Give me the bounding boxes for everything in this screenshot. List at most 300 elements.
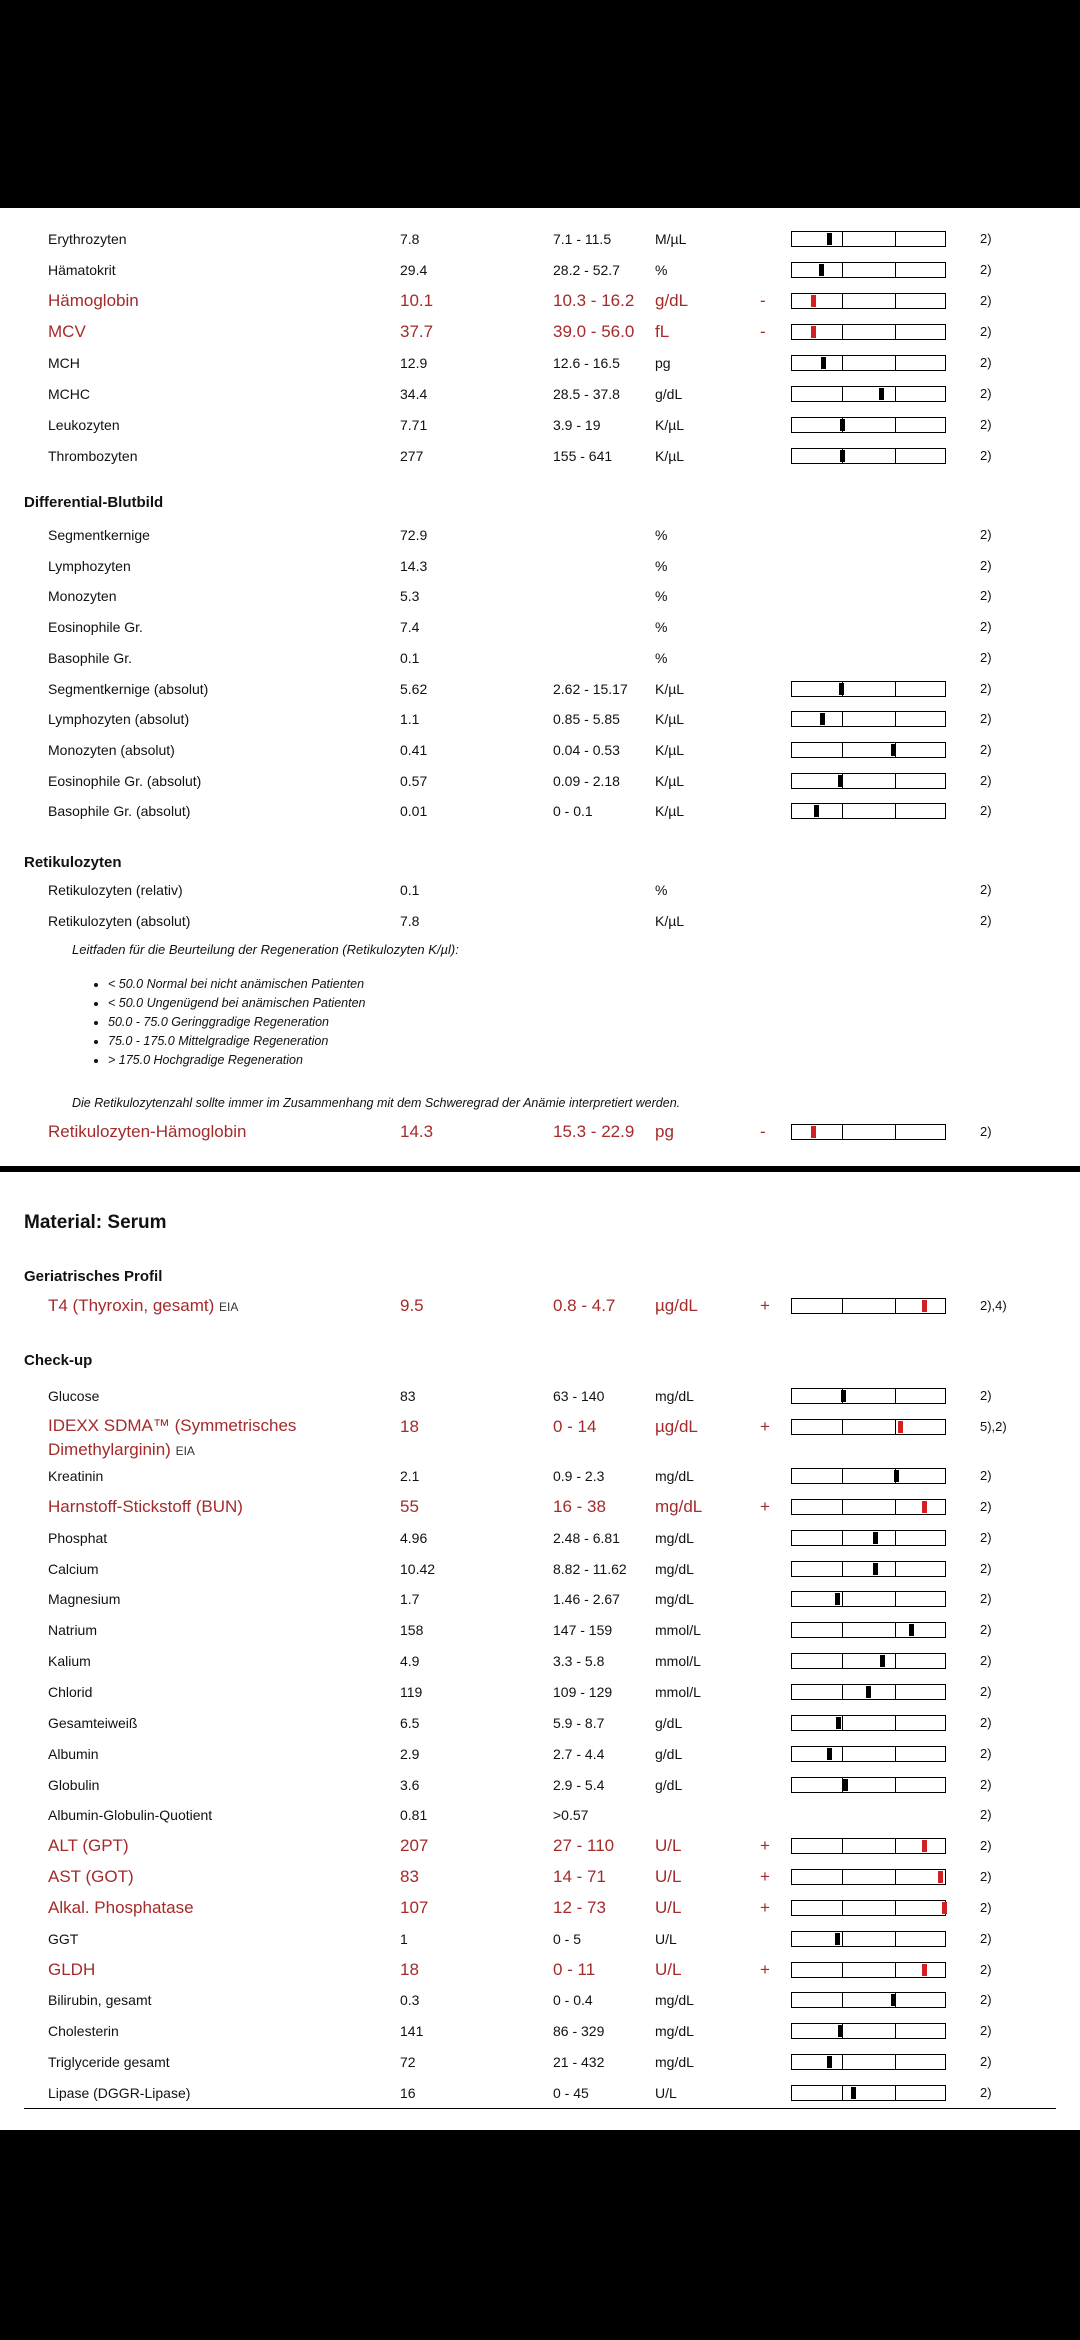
test-value: 29.4 (400, 262, 428, 278)
footnote-ref: 2) (980, 527, 992, 542)
range-tick (895, 1623, 896, 1637)
footnote-ref: 2) (980, 2085, 992, 2100)
test-name: MCHC (48, 386, 90, 402)
guide-item: • > 175.0 Hochgradige Regeneration (108, 1051, 459, 1070)
reference-range: 39.0 - 56.0 (553, 322, 635, 341)
test-value: 3.6 (400, 1776, 420, 1793)
test-value: 83 (400, 1388, 416, 1404)
test-value: 14.3 (400, 1122, 434, 1141)
test-value: 277 (400, 448, 424, 464)
range-tick (842, 1747, 843, 1761)
test-value: 6.5 (400, 1714, 420, 1731)
unit: % (655, 649, 668, 666)
unit: K/µL (655, 741, 685, 758)
footnote-ref: 2) (980, 1591, 992, 1607)
range-tick (895, 1839, 896, 1853)
result-row (0, 1647, 1080, 1675)
result-row (0, 2048, 1080, 2076)
range-tick (842, 1963, 843, 1977)
test-value: 7.71 (400, 417, 428, 433)
footnote-ref: 2) (980, 1622, 992, 1638)
unit: g/dL (655, 1776, 683, 1793)
test-name: GGT (48, 1930, 79, 1947)
result-row (0, 1863, 1080, 1891)
unit: K/µL (655, 803, 685, 820)
range-bar (791, 1419, 946, 1435)
footnote-ref: 2) (980, 913, 992, 928)
flag: - (760, 291, 766, 310)
footnote-ref: 2) (980, 293, 992, 308)
footnote-ref: 5),2) (980, 1419, 1007, 1434)
result-row (0, 2079, 1080, 2107)
test-name: Thrombozyten (48, 448, 138, 464)
footnote-ref: 2) (980, 1992, 992, 2008)
footnote-ref: 2) (980, 1683, 992, 1699)
range-tick (842, 2086, 843, 2100)
test-name: GLDH (48, 1959, 96, 1979)
range-tick (842, 1469, 843, 1483)
reference-range: 12.6 - 16.5 (553, 355, 620, 371)
unit: U/L (655, 1836, 682, 1856)
value-marker (938, 1871, 943, 1883)
test-name: Natrium (48, 1622, 98, 1639)
range-tick (895, 1747, 896, 1761)
result-row (0, 2017, 1080, 2045)
test-name: Eosinophile Gr. (absolut) (48, 772, 202, 789)
result-row (0, 1462, 1080, 1490)
footnote-ref: 2) (980, 588, 992, 604)
test-value: 7.4 (400, 619, 420, 636)
footnote-ref: 2),4) (980, 1298, 1007, 1313)
test-name: Albumin-Globulin-Quotient (48, 1807, 213, 1824)
footnote-ref: 2) (980, 262, 992, 277)
range-bar (791, 1715, 946, 1731)
value-marker (922, 1964, 927, 1976)
unit: mg/dL (655, 1496, 703, 1516)
result-row (0, 1801, 1080, 1829)
range-tick (895, 2024, 896, 2038)
footnote-ref: 2) (980, 1776, 992, 1792)
checkup-table (0, 1172, 1080, 2130)
footnote-ref: 2) (980, 1714, 992, 1730)
footnote-ref: 2) (980, 1869, 992, 1885)
test-name: Basophile Gr. (48, 649, 133, 666)
test-value: 2.1 (400, 1468, 420, 1484)
range-bar (791, 2023, 946, 2039)
result-row (0, 1493, 1080, 1521)
reference-range: 0.8 - 4.7 (553, 1296, 616, 1315)
range-bar (791, 1468, 946, 1484)
test-name: Hämatokrit (48, 262, 116, 278)
result-row (0, 1585, 1080, 1613)
range-bar (791, 1561, 946, 1577)
test-name: Erythrozyten (48, 231, 127, 247)
range-tick (842, 1839, 843, 1853)
section-title: Retikulozyten (24, 854, 122, 871)
result-row (0, 1524, 1080, 1552)
test-name: Cholesterin (48, 2023, 119, 2040)
footnote-ref: 2) (980, 619, 992, 635)
result-row (0, 1413, 1080, 1459)
unit: K/µL (655, 417, 685, 433)
reference-range: 3.3 - 5.8 (553, 1653, 605, 1670)
test-name: Calcium (48, 1560, 99, 1577)
reference-range: 0.04 - 0.53 (553, 741, 620, 758)
range-bar (791, 1388, 946, 1404)
test-value: 1 (400, 1930, 408, 1947)
test-name: Glucose (48, 1388, 100, 1404)
flag: + (760, 1867, 770, 1887)
test-value: 83 (400, 1867, 419, 1887)
unit: mg/dL (655, 1992, 694, 2009)
test-name: Albumin (48, 1745, 99, 1762)
range-tick (842, 1870, 843, 1884)
flag: + (760, 1296, 770, 1315)
unit: mmol/L (655, 1622, 701, 1639)
footnote-ref: 2) (980, 557, 992, 573)
footnote-ref: 2) (980, 448, 992, 463)
unit: K/µL (655, 772, 685, 789)
value-marker (922, 1840, 927, 1852)
test-name: Kreatinin (48, 1468, 104, 1484)
unit: K/µL (655, 913, 685, 929)
range-tick (895, 1654, 896, 1668)
guide-item: • 75.0 - 175.0 Mittelgradige Regeneration (108, 1032, 459, 1051)
range-tick (895, 1500, 896, 1514)
unit: pg (655, 355, 671, 371)
test-name: Basophile Gr. (absolut) (48, 803, 191, 820)
range-tick (895, 1531, 896, 1545)
reference-range: 0.9 - 2.3 (553, 1468, 605, 1484)
test-value: 7.8 (400, 231, 420, 247)
reticulocyte-hemoglobin (0, 208, 1080, 1166)
unit: g/dL (655, 1714, 683, 1731)
value-marker (894, 1470, 899, 1482)
test-value: 0.01 (400, 803, 428, 820)
test-name (48, 1416, 296, 1464)
range-tick (895, 1420, 896, 1434)
test-value: 18 (400, 1417, 419, 1436)
reference-range: 12 - 73 (553, 1897, 606, 1917)
test-value: 0.1 (400, 882, 420, 898)
value-marker (835, 1933, 840, 1945)
test-name: Alkal. Phosphatase (48, 1897, 194, 1917)
flag: + (760, 1417, 770, 1436)
test-value: 72 (400, 2054, 416, 2071)
footnote-ref: 2) (980, 1745, 992, 1761)
range-bar (791, 1777, 946, 1793)
footnote-ref: 2) (980, 417, 992, 432)
unit: U/L (655, 2085, 677, 2101)
range-tick (842, 1685, 843, 1699)
test-name: Segmentkernige (absolut) (48, 680, 209, 697)
guide-item: • < 50.0 Ungenügend bei anämischen Patienten (108, 994, 459, 1013)
flag: - (760, 322, 766, 341)
test-value: 119 (400, 1683, 423, 1700)
reference-range: 7.1 - 11.5 (553, 231, 612, 247)
test-value: 55 (400, 1496, 419, 1516)
unit: mg/dL (655, 1591, 694, 1608)
unit: K/µL (655, 711, 685, 728)
reference-range: 0 - 11 (553, 1959, 596, 1979)
range-tick (895, 1901, 896, 1915)
result-row (0, 1771, 1080, 1799)
footnote-ref: 2) (980, 1961, 992, 1977)
material-title: Material: Serum (24, 1212, 167, 1233)
test-value: 0.57 (400, 772, 428, 789)
footnote-ref: 2) (980, 2054, 992, 2070)
range-tick (895, 1592, 896, 1606)
flag: + (760, 1836, 770, 1856)
method-tag: EIA (175, 1444, 195, 1458)
range-bar (791, 1838, 946, 1854)
reference-range: 0.09 - 2.18 (553, 772, 620, 789)
reference-range: 16 - 38 (553, 1496, 606, 1516)
result-row (0, 1709, 1080, 1737)
reference-range: 63 - 140 (553, 1388, 605, 1404)
reference-range: 0 - 14 (553, 1417, 597, 1436)
footnote-ref: 2) (980, 1930, 992, 1946)
test-name: Retikulozyten (absolut) (48, 913, 191, 929)
flag: - (760, 1122, 766, 1141)
test-name: MCH (48, 355, 80, 371)
report-page-1 (0, 208, 1080, 1166)
result-row (0, 1555, 1080, 1583)
footnote-ref: 2) (980, 649, 992, 665)
test-name: Leukozyten (48, 417, 120, 433)
test-value: 1.1 (400, 711, 420, 728)
test-name: Lymphozyten (absolut) (48, 711, 190, 728)
test-value: 4.96 (400, 1529, 428, 1546)
footnote-ref: 2) (980, 772, 992, 788)
range-tick (842, 1420, 843, 1434)
result-row (0, 1986, 1080, 2014)
test-name: Hämoglobin (48, 291, 139, 310)
footnote-ref: 2) (980, 1560, 992, 1576)
test-name: Monozyten (48, 588, 117, 605)
unit: % (655, 527, 668, 543)
range-bar (791, 1653, 946, 1669)
test-value: 0.81 (400, 1807, 428, 1824)
unit: g/dL (655, 291, 689, 310)
range-tick (895, 1870, 896, 1884)
unit: fL (655, 322, 670, 341)
footnote-ref: 2) (980, 2023, 992, 2039)
unit: g/dL (655, 386, 683, 402)
test-name: Lymphozyten (48, 557, 131, 574)
unit: U/L (655, 1867, 682, 1887)
result-row (0, 1382, 1080, 1410)
test-value: 158 (400, 1622, 424, 1639)
test-name: Retikulozyten-Hämoglobin (48, 1122, 247, 1141)
range-bar (791, 1746, 946, 1762)
guide-item: • < 50.0 Normal bei nicht anämischen Patienten (108, 975, 459, 994)
test-name: Eosinophile Gr. (48, 619, 143, 636)
test-value: 10.42 (400, 1560, 436, 1577)
footnote-ref: 2) (980, 1468, 992, 1483)
reference-range: 1.46 - 2.67 (553, 1591, 620, 1608)
range-tick (842, 1562, 843, 1576)
unit: % (655, 557, 668, 574)
test-value: 14.3 (400, 557, 428, 574)
range-tick (895, 1963, 896, 1977)
test-value: 34.4 (400, 386, 428, 402)
unit: % (655, 588, 668, 605)
test-name-line2: Dimethylarginin) (48, 1440, 171, 1459)
test-value: 2.9 (400, 1745, 420, 1762)
test-value: 207 (400, 1836, 429, 1856)
range-tick (895, 1389, 896, 1403)
test-value: 16 (400, 2085, 416, 2101)
unit: mg/dL (655, 1560, 694, 1577)
unit: mg/dL (655, 2054, 694, 2071)
guide-item: • 50.0 - 75.0 Geringgradige Regeneration (108, 1013, 459, 1032)
footnote-ref: 2) (980, 1498, 992, 1514)
result-row (0, 1832, 1080, 1860)
value-marker (942, 1902, 947, 1914)
unit: µg/dL (655, 1296, 698, 1315)
flag: + (760, 1959, 770, 1979)
section-title: Check-up (24, 1352, 93, 1369)
footnote-ref: 2) (980, 1653, 992, 1669)
unit: mg/dL (655, 1388, 694, 1404)
test-value: 10.1 (400, 291, 434, 310)
unit: % (655, 619, 668, 636)
range-bar (791, 2054, 946, 2070)
test-value: 0.41 (400, 741, 428, 758)
test-value: 107 (400, 1897, 429, 1917)
unit: M/µL (655, 231, 687, 247)
range-bar (791, 1684, 946, 1700)
test-name: Retikulozyten (relativ) (48, 882, 183, 898)
reference-range: 28.2 - 52.7 (553, 262, 620, 278)
unit: U/L (655, 1930, 677, 1947)
test-value: 1.7 (400, 1591, 420, 1608)
test-value: 9.5 (400, 1296, 424, 1315)
flag: + (760, 1897, 770, 1917)
guide-title: Leitfaden für die Beurteilung der Regeneration (Retikulozyten K/µl): (72, 942, 459, 957)
range-bar (791, 1869, 946, 1885)
range-tick (895, 1716, 896, 1730)
test-value: 12.9 (400, 355, 428, 371)
range-tick (895, 2055, 896, 2069)
test-name: Kalium (48, 1653, 91, 1670)
range-tick (842, 1901, 843, 1915)
footnote-ref: 2) (980, 803, 992, 819)
reference-range: 14 - 71 (553, 1867, 606, 1887)
value-marker (841, 1390, 846, 1402)
unit: K/µL (655, 448, 685, 464)
result-row (0, 1740, 1080, 1768)
result-row (0, 1925, 1080, 1953)
reference-range: 21 - 432 (553, 2054, 605, 2071)
value-marker (838, 2025, 843, 2037)
value-marker (811, 1126, 816, 1138)
divider (24, 2108, 1056, 2109)
value-marker (835, 1593, 840, 1605)
unit: µg/dL (655, 1417, 698, 1436)
range-bar (791, 1992, 946, 2008)
footnote-ref: 2) (980, 1388, 992, 1403)
section-title: Geriatrisches Profil (24, 1268, 163, 1285)
reference-range: 8.82 - 11.62 (553, 1560, 627, 1577)
reference-range: 155 - 641 (553, 448, 613, 464)
range-tick (842, 1716, 843, 1730)
reference-range: 5.9 - 8.7 (553, 1714, 605, 1731)
test-name-text: T4 (Thyroxin, gesamt) (48, 1296, 215, 1315)
range-bar (791, 1591, 946, 1607)
test-value: 141 (400, 2023, 424, 2040)
unit: U/L (655, 1897, 682, 1917)
range-tick (842, 1654, 843, 1668)
reference-range: 2.62 - 15.17 (553, 680, 628, 697)
value-marker (851, 2087, 856, 2099)
value-marker (922, 1501, 927, 1513)
range-tick (895, 1932, 896, 1946)
reference-range: 0 - 5 (553, 1930, 582, 1947)
value-marker (873, 1532, 878, 1544)
footnote-ref: 2) (980, 1529, 992, 1545)
test-name: Globulin (48, 1776, 100, 1793)
reference-range: 0 - 45 (553, 2085, 589, 2101)
value-marker (909, 1624, 914, 1636)
test-name: Bilirubin, gesamt (48, 1992, 152, 2009)
value-marker (866, 1686, 871, 1698)
footnote-ref: 2) (980, 680, 992, 696)
range-bar (791, 1499, 946, 1515)
value-marker (873, 1563, 878, 1575)
footnote-ref: 2) (980, 231, 992, 246)
range-tick (842, 1592, 843, 1606)
range-bar (791, 1124, 946, 1140)
footnote-ref: 2) (980, 711, 992, 727)
range-tick (842, 1531, 843, 1545)
test-value: 5.62 (400, 680, 428, 697)
unit: mg/dL (655, 2023, 694, 2040)
method-tag: EIA (219, 1300, 239, 1314)
reference-range: 27 - 110 (553, 1836, 615, 1856)
test-name: Chlorid (48, 1683, 93, 1700)
range-bar (791, 1530, 946, 1546)
test-value: 7.8 (400, 913, 420, 929)
range-tick (842, 1125, 843, 1139)
test-name: Phosphat (48, 1529, 108, 1546)
range-bar (791, 1962, 946, 1978)
reference-range: 2.48 - 6.81 (553, 1529, 620, 1546)
range-tick (842, 1500, 843, 1514)
footnote-ref: 2) (980, 386, 992, 401)
range-tick (842, 1932, 843, 1946)
unit: mmol/L (655, 1683, 701, 1700)
test-value: 72.9 (400, 527, 428, 543)
result-row (0, 1956, 1080, 1984)
unit: g/dL (655, 1745, 683, 1762)
unit: mg/dL (655, 1529, 694, 1546)
test-name: Gesamteiweiß (48, 1714, 138, 1731)
footnote-ref: 2) (980, 1807, 992, 1823)
test-name: MCV (48, 322, 86, 341)
footnote-ref: 2) (980, 324, 992, 339)
reference-range: 2.9 - 5.4 (553, 1776, 605, 1793)
reference-range: 3.9 - 19 (553, 417, 601, 433)
unit: % (655, 882, 668, 898)
range-tick (842, 2055, 843, 2069)
reference-range: 28.5 - 37.8 (553, 386, 620, 402)
reference-range: 2.7 - 4.4 (553, 1745, 605, 1762)
value-marker (827, 1748, 832, 1760)
test-value: 0.3 (400, 1992, 420, 2009)
test-value: 5.3 (400, 588, 420, 605)
